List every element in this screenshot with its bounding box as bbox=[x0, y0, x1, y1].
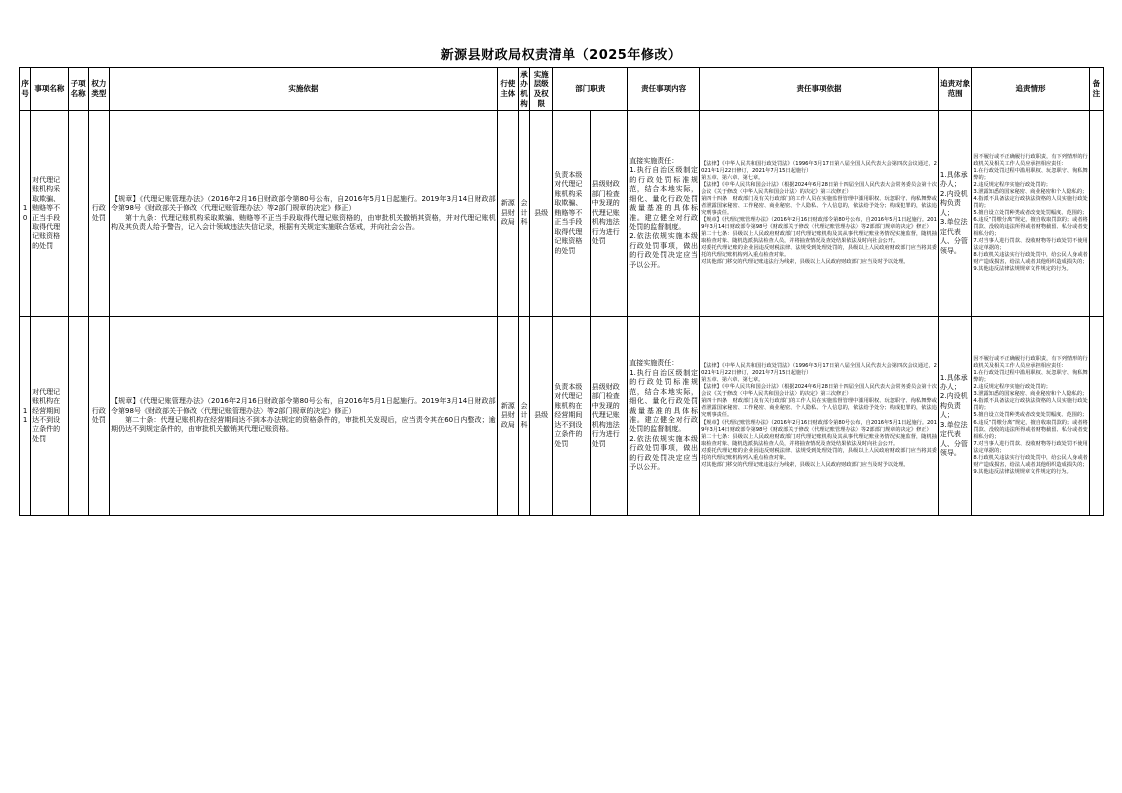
header-subject: 行使主体 bbox=[497, 68, 518, 111]
page-title: 新源县财政局权责清单（2025年修改） bbox=[440, 48, 682, 63]
row-no: 11 bbox=[20, 317, 31, 516]
row-circumstance: 因不履行或不正确履行行政职责，有下列情形的行政机关及相关工作人员应承担相应责任： 1.在行政处罚过程中滥用职权、玩忽职守、徇私舞弊的； 2.违反规定程序实施行政处罚的； 3.泄露知悉的国家秘密、商业秘密和个人隐私的； 4.指派不具备法定行政执法资格的人员实施行政处罚的； 5.擅自设立处罚种类或者改变处罚幅度、范围的； 6.违反“罚缴分离”规定，擅自收取罚款的；或者将罚款、没收的违法所得或者财物截留、私分或者变相私分的； 7.对当事人进行罚款、没收财物等行政处罚不使用法定单据的； 8.行政机关违法实行行政处罚中，给公民人身或者财产造成损害，给法人或者其他组织造成损失的； 9.其他违反法律法规规章文件规定的行为。 bbox=[972, 317, 1089, 516]
header-resp-basis: 责任事项依据 bbox=[700, 68, 939, 111]
row-basis-source: 【规章】《代理记账管理办法》（2016年2月16日财政部令第80号公布，自2016年5月1日起施行。2019年3月14日财政部令第98号《财政部关于修改〈代理记账管理办法〉等2部门规章的决定》修正） bbox=[111, 194, 496, 213]
row-basis-article: 第十九条：代理记账机构采取欺骗、贿赂等不正当手段取得代理记账资格的，由审批机关撤销其资格，并对代理记账机构及其负责人给予警告，记入会计领域违法失信记录，根据有关规定实施联合惩戒，并向社会公告。 bbox=[111, 213, 496, 231]
row-undertaker: 会计科 bbox=[518, 111, 529, 317]
row-resp-basis: 【法律】《中华人民共和国行政处罚法》（1996年3月17日第八届全国人民代表大会第四次会议通过，2021年1月22日修订，2021年7月15日起施行） 第五章、第六章、第七章。 【法律】《中华人民共和国会计法》（根据2024年6月28日第十四届全国人民代表大会常务委员会第十次会议《关于修改〈中华人民共和国会计法〉的决定》第三次修正） 第四十四条 财政部门及有关行政部门的工作人员在实施监督管理中滥用职权、玩忽职守、徇私舞弊或者泄露国家秘密、工作秘密、商业秘密、个人隐私、个人信息的，依法给予处分；构成犯罪的，依法追究刑事责任。 【规章】《代理记账管理办法》（2016年2月16日财政部令第80号公布，自2016年5月1日起施行。2019年3月14日财政部令第98号《财政部关于修改〈代理记账管理办法〉等2部部门规章的决定》修正） 第二十七条：县级以上人民政府财政部门对代理记账机构及其从事代理记账业务情况实施监督，随机抽取检查对象、随机选派执法检查人员，并将抽查情况及查处结果依法及时向社会公开。 对委托代理记账的企业因违反财税法律、法规受到处理处罚的，县级以上人民政府财政部门应当将其委托的代理记账机构列入重点检查对象。 对其他部门移交的代理记账违法行为线索，县级以上人民政府财政部门应当及时予以处理。 bbox=[700, 111, 939, 317]
header-remark: 备注 bbox=[1089, 68, 1103, 111]
header-power-type: 权力类型 bbox=[88, 68, 109, 111]
row-resp-content: 直接实施责任： 1.执行自治区级制定的行政处罚标准规范，结合本地实际，细化、量化行政处罚裁量基准的具体标准。建立健全对行政处罚的监督制度。 2.依法依规实施本级行政处罚事项，做出的行政处罚决定应当予以公开。 bbox=[628, 111, 700, 317]
header-level: 实施层级及权限 bbox=[530, 68, 553, 111]
row-resp-summary: 县级财政部门检查中发现的代理记账机构违法行为进行处罚 bbox=[590, 111, 627, 317]
header-circumstance: 追责情形 bbox=[972, 68, 1089, 111]
row-undertaker: 会计科 bbox=[518, 317, 529, 516]
header-sub-item: 子项名称 bbox=[68, 68, 88, 111]
row-item-name: 对代理记账机构在经营期间达不到设立条件的处罚 bbox=[31, 317, 68, 516]
row-item-name: 对代理记账机构采取欺骗、贿赂等不正当手段取得代理记账资格的处罚 bbox=[31, 111, 68, 317]
row-power-type: 行政处罚 bbox=[88, 111, 109, 317]
row-sub-item bbox=[68, 111, 88, 317]
row-remark bbox=[1089, 317, 1103, 516]
row-no: 10 bbox=[20, 111, 31, 317]
row-dept-duty: 负责本级对代理记账机构在经营期间达不到设立条件的处罚 bbox=[553, 317, 590, 516]
row-sub-item bbox=[68, 317, 88, 516]
row-accountable: 1.具体承办人； 2.内设机构负责人； 3.单位法定代表人、分管领导。 bbox=[938, 317, 971, 516]
header-no: 序号 bbox=[20, 68, 31, 111]
row-level: 县级 bbox=[530, 111, 553, 317]
table-row bbox=[20, 111, 1104, 317]
header-basis: 实施依据 bbox=[110, 68, 498, 111]
row-circumstance: 因不履行或不正确履行行政职责，有下列情形的行政机关及相关工作人员应承担相应责任： 1.在行政处罚过程中滥用职权、玩忽职守、徇私舞弊的； 2.违反规定程序实施行政处罚的； 3.泄露知悉的国家秘密、商业秘密和个人隐私的； 4.指派不具备法定行政执法资格的人员实施行政处罚的； 5.擅自设立处罚种类或者改变处罚幅度、范围的； 6.违反“罚缴分离”规定，擅自收取罚款的；或者将罚款、没收的违法所得或者财物截留、私分或者变相私分的； 7.对当事人进行罚款、没收财物等行政处罚不使用法定单据的； 8.行政机关违法实行行政处罚中，给公民人身或者财产造成损害，给法人或者其他组织造成损失的； 9.其他违反法律法规规章文件规定的行为。 bbox=[972, 111, 1089, 317]
header-resp-content: 责任事项内容 bbox=[628, 68, 700, 111]
row-subject: 新源县财政局 bbox=[497, 317, 518, 516]
row-level: 县级 bbox=[530, 317, 553, 516]
row-resp-basis: 【法律】《中华人民共和国行政处罚法》（1996年3月17日第八届全国人民代表大会第四次会议通过，2021年1月22日修订，2021年7月15日起施行） 第五章、第六章、第七章。 【法律】《中华人民共和国会计法》（根据2024年6月28日第十四届全国人民代表大会常务委员会第十次会议《关于修改〈中华人民共和国会计法〉的决定》第三次修正） 第四十四条 财政部门及有关行政部门的工作人员在实施监督管理中滥用职权、玩忽职守、徇私舞弊或者泄露国家秘密、工作秘密、商业秘密、个人隐私、个人信息的，依法给予处分；构成犯罪的，依法追究刑事责任。 【规章】《代理记账管理办法》（2016年2月16日财政部令第80号公布，自2016年5月1日起施行。2019年3月14日财政部令第98号《财政部关于修改〈代理记账管理办法〉等2部部门规章的决定》修正） 第二十七条：县级以上人民政府财政部门对代理记账机构及其从事代理记账业务情况实施监督，随机抽取检查对象、随机选派执法检查人员，并将抽查情况及查处结果依法及时向社会公开。 对委托代理记账的企业因违反财税法律、法规受到处理处罚的，县级以上人民政府财政部门应当将其委托的代理记账机构列入重点检查对象。 对其他部门移交的代理记账违法行为线索，县级以上人民政府财政部门应当及时予以处理。 bbox=[700, 317, 939, 516]
header-item-name: 事项名称 bbox=[31, 68, 68, 111]
row-remark bbox=[1089, 111, 1103, 317]
row-resp-summary: 县级财政部门检查中发现的代理记账机构违法行为进行处罚 bbox=[590, 317, 627, 516]
header-accountable: 追责对象范围 bbox=[938, 68, 971, 111]
row-subject: 新源县财政局 bbox=[497, 111, 518, 317]
row-accountable: 1.具体承办人； 2.内设机构负责人； 3.单位法定代表人、分管领导。 bbox=[938, 111, 971, 317]
responsibility-table bbox=[19, 67, 1104, 516]
row-basis-source: 【规章】《代理记账管理办法》（2016年2月16日财政部令第80号公布，自2016年5月1日起施行。2019年3月14日财政部令第98号《财政部关于修改〈代理记账管理办法〉等2部门规章的决定》修正） bbox=[111, 397, 496, 415]
header-row bbox=[20, 68, 1104, 111]
header-dept-duty: 部门职责 bbox=[553, 68, 628, 111]
row-basis bbox=[110, 317, 498, 516]
row-basis bbox=[110, 111, 498, 317]
row-dept-duty: 负责本级对代理记账机构采取欺骗、贿赂等不正当手段取得代理记账资格的处罚 bbox=[553, 111, 590, 317]
table-row bbox=[20, 317, 1104, 516]
row-power-type: 行政处罚 bbox=[88, 317, 109, 516]
row-resp-content: 直接实施责任： 1.执行自治区级制定的行政处罚标准规范，结合本地实际，细化、量化行政处罚裁量基准的具体标准。建立健全对行政处罚的监督制度。 2.依法依规实施本级行政处罚事项，做出的行政处罚决定应当予以公开。 bbox=[628, 317, 700, 516]
row-basis-article: 第二十条：代理记账机构在经营期间达不到本办法规定的资格条件的，审批机关发现后，应当责令其在60日内整改；逾期仍达不到规定条件的，由审批机关撤销其代理记账资格。 bbox=[111, 416, 496, 434]
header-undertaker: 承办机构 bbox=[518, 68, 529, 111]
